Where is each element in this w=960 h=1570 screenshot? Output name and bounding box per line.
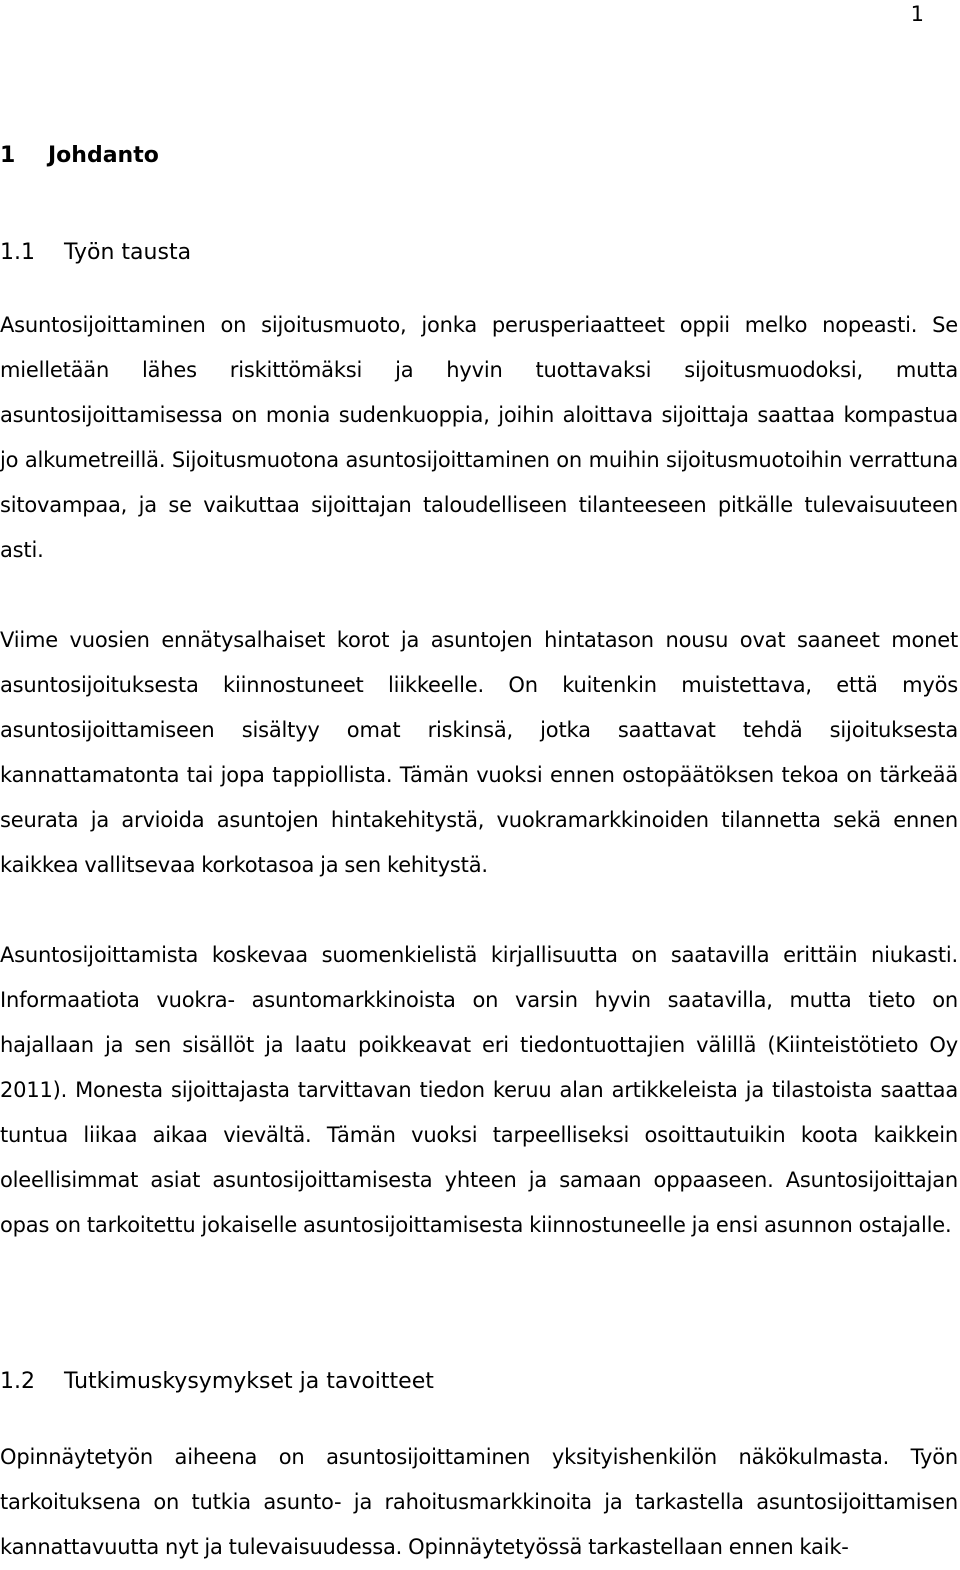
section-heading-1-2: [0, 1367, 434, 1397]
page-number: 1: [910, 2, 924, 26]
section-number: 1.2: [0, 1369, 35, 1394]
section-number: 1.1: [0, 240, 35, 265]
paragraph: Opinnäytetyön aiheena on asuntosijoittaminen yksityishenkilön näkökulmasta. Työn tarkoituksena on tutkia asunto- ja rahoitusmarkkinoita ja tarkastella asuntosijoittamisen kannattavuutta nyt ja tulevaisuudessa. Opinnäytetyössä tarkastellaan ennen kaik-: [0, 1445, 958, 1559]
section-title: Tutkimuskysymykset ja tavoitteet: [64, 1369, 434, 1394]
paragraph: Asuntosijoittaminen on sijoitusmuoto, jonka perusperiaatteet oppii melko nopeasti. Se mielletään lähes riskittömäksi ja hyvin tuottavaksi sijoitusmuodoksi, mutta asuntosijoittamisessa on monia sudenkuoppia, joihin aloittava sijoittaja saattaa kompastua jo alkumetreillä. Sijoitusmuotona asuntosijoittaminen on muihin sijoitusmuotoihin verrattuna sitovampaa, ja se vaikuttaa sijoittajan taloudelliseen tilanteeseen pitkälle tulevaisuuteen asti.: [0, 313, 958, 562]
paragraph: Viime vuosien ennätysalhaiset korot ja asuntojen hintatason nousu ovat saaneet monet asuntosijoituksesta kiinnostuneet liikkeelle. On kuitenkin muistettava, että myös asuntosijoittamiseen sisältyy omat riskinsä, jotka saattavat tehdä sijoituksesta kannattamatonta tai jopa tappiollista. Tämän vuoksi ennen ostopäätöksen tekoa on tärkeää seurata ja arvioida asuntojen hintakehitystä, vuokramarkkinoiden tilannetta sekä ennen kaikkea vallitsevaa korkotasoa ja sen kehitystä.: [0, 628, 958, 877]
chapter-title: Johdanto: [48, 143, 159, 168]
chapter-number: 1: [0, 143, 16, 168]
section-title: Työn tausta: [64, 240, 192, 265]
chapter-heading: [0, 141, 159, 171]
section-heading-1-1: [0, 238, 191, 268]
paragraph: Asuntosijoittamista koskevaa suomenkielistä kirjallisuutta on saatavilla erittäin niukasti. Informaatiota vuokra- asuntomarkkinoista on varsin hyvin saatavilla, mutta tieto on hajallaan ja sen sisällöt ja laatu poikkeavat eri tiedontuottajien välillä (Kiinteistötieto Oy 2011). Monesta sijoittajasta tarvittavan tiedon keruu alan artikkeleista ja tilastoista saattaa tuntua liikaa aikaa vievältä. Tämän vuoksi tarpeelliseksi osoittautuikin koota kaikkein oleellisimmat asiat asuntosijoittamisesta yhteen ja samaan oppaaseen. Asuntosijoittajan opas on tarkoitettu jokaiselle asuntosijoittamisesta kiinnostuneelle ja ensi asunnon ostajalle.: [0, 943, 958, 1237]
